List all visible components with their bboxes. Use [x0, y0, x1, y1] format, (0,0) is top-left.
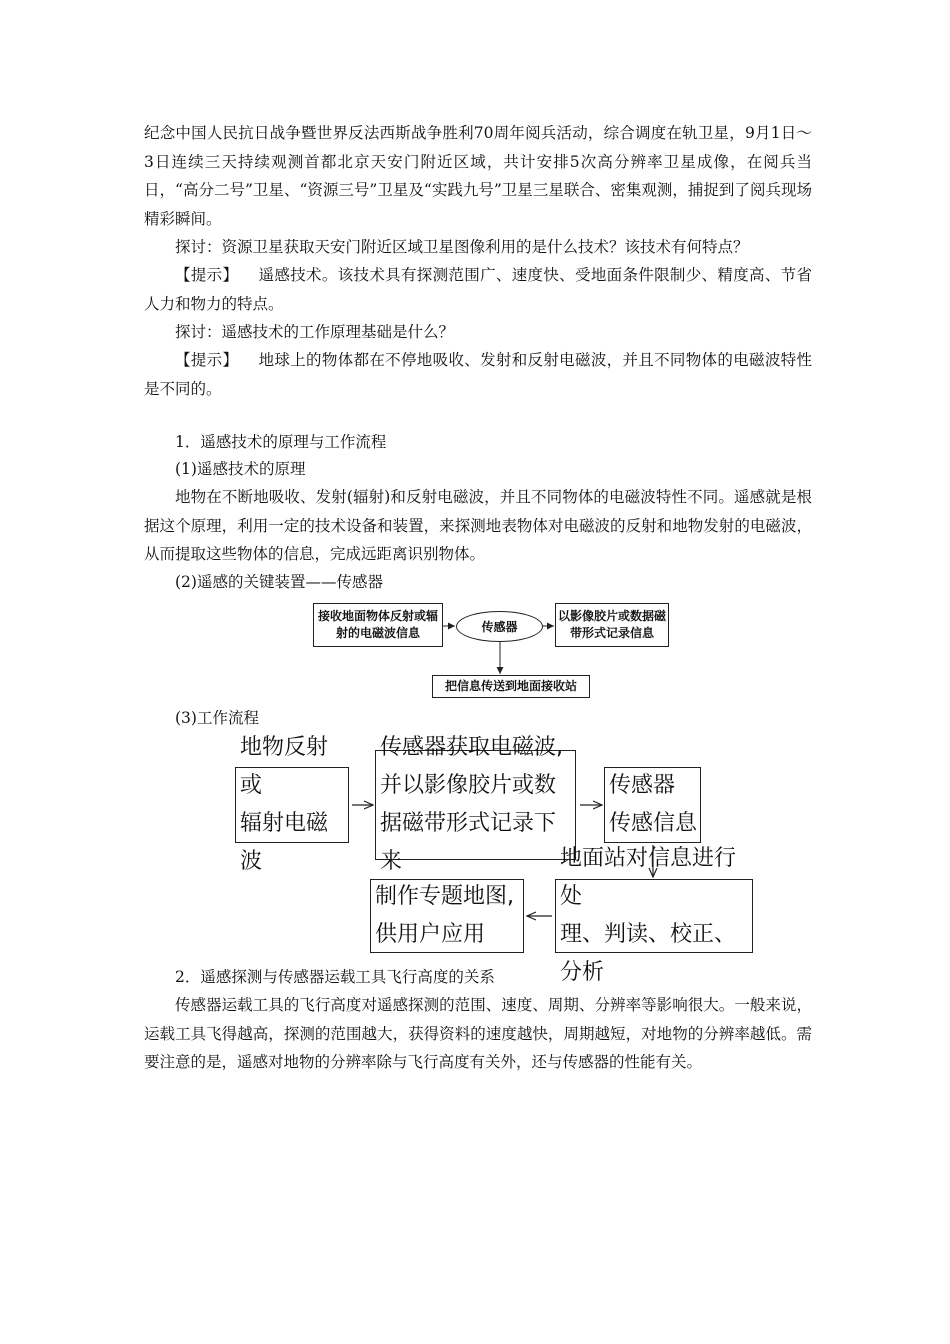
- subsection-3-title: (3)工作流程: [175, 709, 259, 727]
- subsection-1-title: (1)遥感技术的原理: [175, 460, 306, 478]
- hint-label: 【提示】: [175, 266, 239, 284]
- flow-step-3-line-1: 传感器: [609, 773, 676, 798]
- flow-step-4-line-1: 地面站对信息进行处: [560, 846, 737, 909]
- section-2-text: 传感器运载工具的飞行高度对遥感探测的范围、速度、周期、分辨率等影响很大。一般来说，运载工具飞得越高，探测的范围越大，获得资料的速度越快，周期越短，对地物的分辨率越低。需要注意的是，遥感对地物的分辨率除与飞行高度有关外，还与传感器的性能有关。: [144, 996, 812, 1071]
- flow-step-5-line-2: 供用户应用: [375, 922, 486, 947]
- flow-step-1-line-2: 辐射电磁波: [240, 811, 329, 874]
- flow-step-1-line-1: 地物反射或: [240, 735, 329, 798]
- flow-step-4-line-2: 理、判读、校正、分析: [560, 922, 737, 985]
- flow-step-5-line-1: 制作专题地图,: [375, 884, 514, 909]
- answer-2-text: 地球上的物体都在不停地吸收、发射和反射电磁波，并且不同物体的电磁波特性是不同的。: [144, 351, 812, 398]
- question-1: 探讨：资源卫星获取天安门附近区域卫星图像利用的是什么技术？该技术有何特点？: [175, 238, 749, 256]
- flow-step-3-line-2: 传感信息: [609, 811, 698, 836]
- question-2: 探讨：遥感技术的工作原理基础是什么？: [175, 323, 455, 341]
- section-2-title: 2．遥感探测与传感器运载工具飞行高度的关系: [175, 968, 495, 986]
- ground-station-box: 把信息传送到地面接收站: [432, 675, 590, 698]
- intro-paragraph: 纪念中国人民抗日战争暨世界反法西斯战争胜利70周年阅兵活动，综合调度在轨卫星，9月1日～3日连续三天持续观测首都北京天安门附近区域，共计安排5次高分辨率卫星成像，在阅兵当日，“高分二号”卫星、“资源三号”卫星及“实践九号”卫星三星联合、密集观测，捕捉到了阅兵现场精彩瞬间。: [144, 124, 812, 228]
- flow-step-2-line-2: 并以影像胶片或数: [380, 773, 557, 798]
- flow-step-2-line-1: 传感器获取电磁波,: [380, 735, 563, 760]
- subsection-2-title: (2)遥感的关键装置——传感器: [175, 573, 383, 591]
- section-1-title: 1．遥感技术的原理与工作流程: [175, 433, 387, 451]
- sensor-output-box: 以影像胶片或数据磁带形式记录信息: [555, 603, 669, 647]
- flow-step-2-line-3: 据磁带形式记录下来: [380, 811, 557, 874]
- sensor-ellipse: 传感器: [456, 611, 543, 642]
- answer-1-text: 遥感技术。该技术具有探测范围广、速度快、受地面条件限制少、精度高、节省人力和物力的特点。: [144, 266, 812, 313]
- subsection-1-text: 地物在不断地吸收、发射(辐射)和反射电磁波，并且不同物体的电磁波特性不同。遥感就是根据这个原理，利用一定的技术设备和装置，来探测地表物体对电磁波的反射和地物发射的电磁波，从而提取这些物体的信息，完成远距离识别物体。: [144, 488, 812, 563]
- sensor-input-box: 接收地面物体反射或辐射的电磁波信息: [313, 603, 443, 647]
- hint-label: 【提示】: [175, 351, 239, 369]
